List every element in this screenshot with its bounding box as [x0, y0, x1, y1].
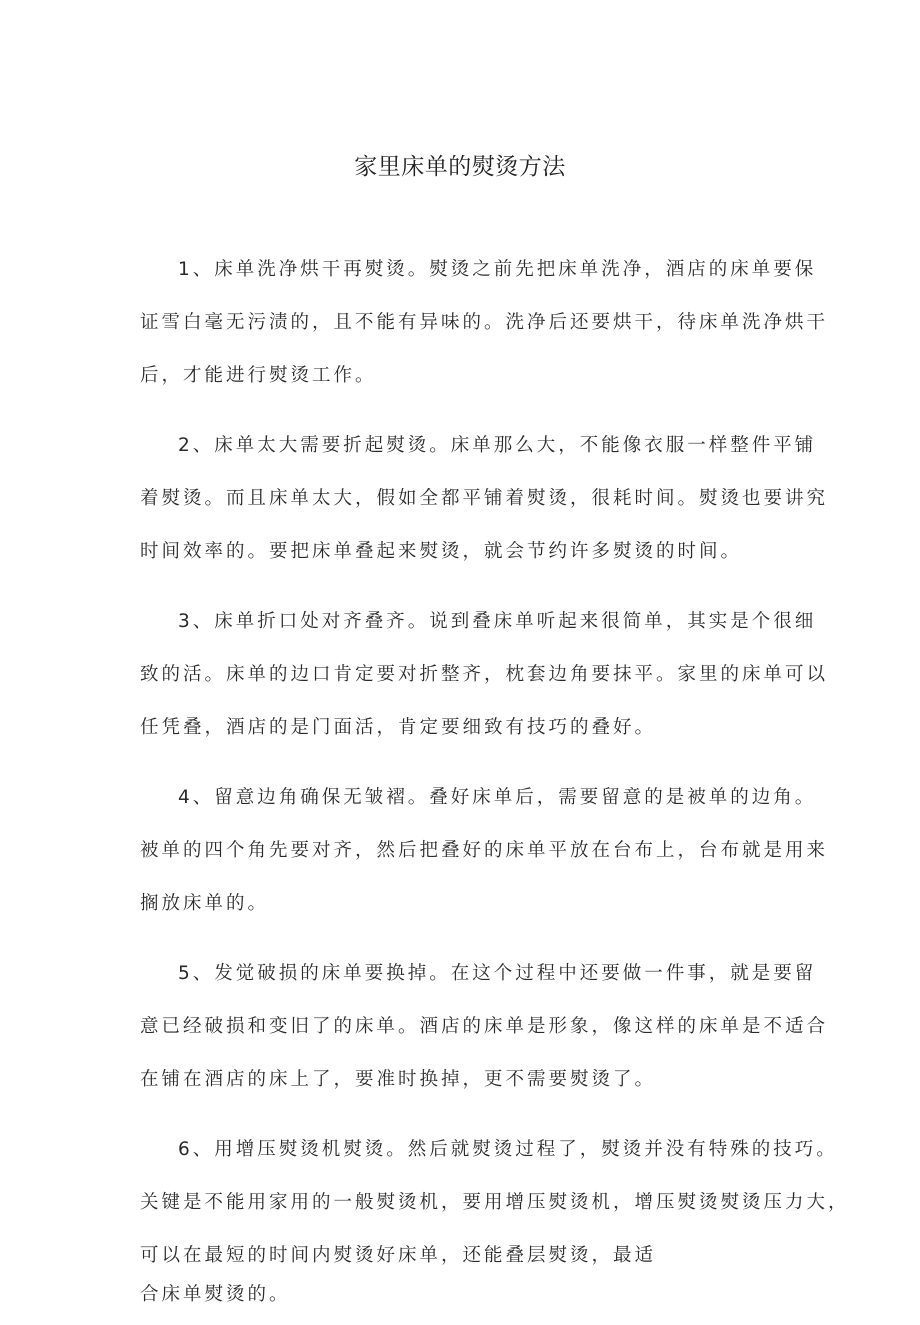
paragraph-line: 1、床单洗净烘干再熨烫。熨烫之前先把床单洗净，酒店的床单要保: [178, 259, 817, 280]
paragraph-line: 4、留意边角确保无皱褶。叠好床单后，需要留意的是被单的边角。: [178, 787, 817, 808]
paragraph-line: 在铺在酒店的床上了，要准时换掉，更不需要熨烫了。: [140, 1069, 657, 1090]
paragraph-line: 任凭叠，酒店的是门面活，肯定要细致有技巧的叠好。: [140, 717, 657, 738]
paragraph-line: 致的活。床单的边口肯定要对折整齐，枕套边角要抹平。家里的床单可以: [140, 664, 829, 685]
paragraph-5: [140, 947, 829, 1106]
paragraph-line: 2、床单太大需要折起熨烫。床单那么大，不能像衣服一样整件平铺: [178, 435, 817, 456]
paragraph-line: 搁放床单的。: [140, 893, 270, 914]
paragraph-line: 后，才能进行熨烫工作。: [140, 365, 377, 386]
paragraph-6: [140, 1123, 850, 1308]
paragraph-line: 合床单熨烫的。: [140, 1284, 291, 1305]
paragraph-line: 6、用增压熨烫机熨烫。然后就熨烫过程了，熨烫并没有特殊的技巧。: [178, 1139, 838, 1160]
paragraph-1: [140, 243, 829, 402]
paragraph-line: 关键是不能用家用的一般熨烫机，要用增压熨烫机，增压熨烫熨烫压力大，: [140, 1192, 850, 1213]
paragraph-line: 5、发觉破损的床单要换掉。在这个过程中还要做一件事，就是要留: [178, 963, 817, 984]
paragraph-line: 可以在最短的时间内熨烫好床单，还能叠层熨烫，最适: [140, 1245, 657, 1266]
paragraph-line: 时间效率的。要把床单叠起来熨烫，就会节约许多熨烫的时间。: [140, 541, 743, 562]
paragraph-4: [140, 771, 829, 930]
paragraph-line: 3、床单折口处对齐叠齐。说到叠床单听起来很简单，其实是个很细: [178, 611, 817, 632]
paragraph-line: 被单的四个角先要对齐，然后把叠好的床单平放在台布上，台布就是用来: [140, 840, 829, 861]
paragraph-line: 证雪白毫无污渍的，且不能有异味的。洗净后还要烘干，待床单洗净烘干: [140, 312, 829, 333]
paragraph-2: [140, 419, 829, 578]
document-title: 家里床单的熨烫方法: [354, 154, 566, 180]
paragraph-line: 意已经破损和变旧了的床单。酒店的床单是形象，像这样的床单是不适合: [140, 1016, 829, 1037]
paragraph-3: [140, 595, 829, 754]
paragraph-line: 着熨烫。而且床单太大，假如全都平铺着熨烫，很耗时间。熨烫也要讲究: [140, 488, 829, 509]
document-body: [140, 243, 850, 1325]
